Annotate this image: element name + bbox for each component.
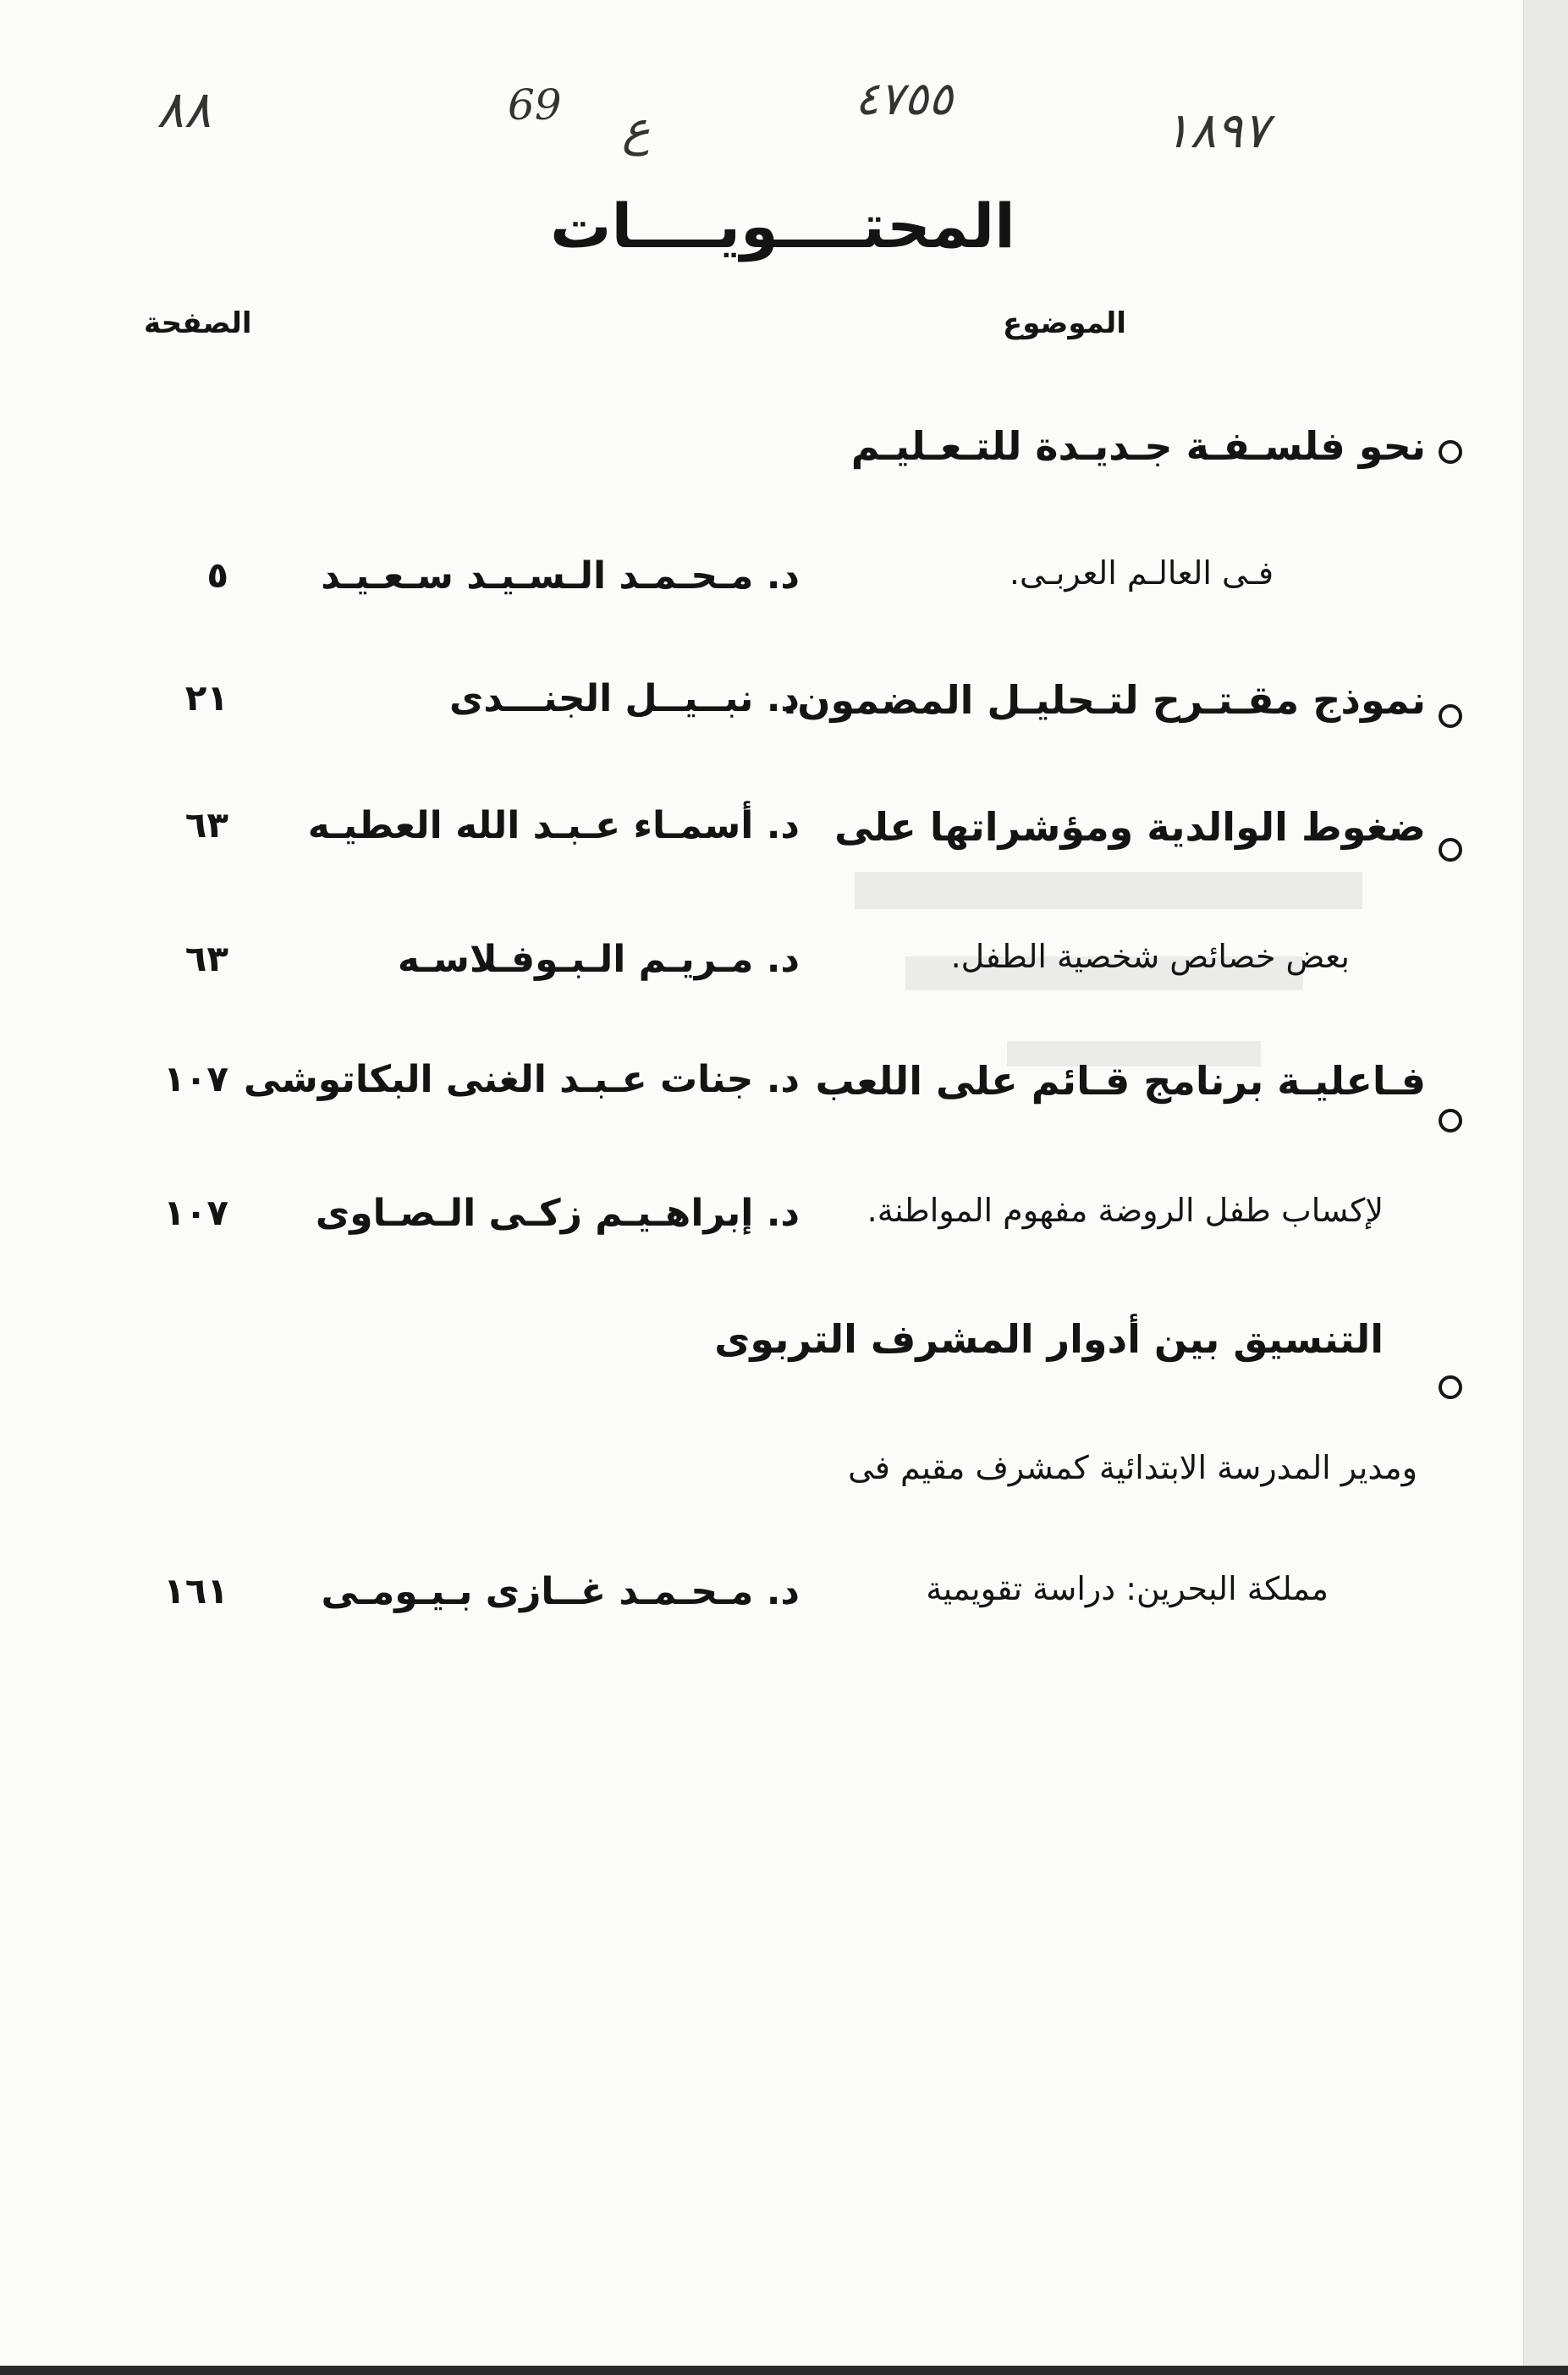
column-header-topic: الموضوع bbox=[1003, 306, 1126, 340]
toc-page-number: ٦٣ bbox=[184, 804, 228, 846]
handwritten-note: ٨٨ bbox=[157, 80, 212, 140]
bullet-circle bbox=[1439, 838, 1462, 862]
toc-title: فـاعليـة برنامج قـائم على اللعب bbox=[815, 1058, 1426, 1104]
toc-title: التنسيق بين أدوار المشرف التربوى bbox=[714, 1316, 1384, 1362]
bullet-circle bbox=[1439, 440, 1462, 464]
toc-author: د. جنات عـبـد الغنى البكاتوشى bbox=[244, 1058, 800, 1101]
toc-author: د. نبــيــل الجنـــدى bbox=[449, 677, 800, 720]
bullet-circle bbox=[1439, 704, 1462, 728]
toc-page-number: ١٠٧ bbox=[163, 1192, 228, 1233]
toc-author: د. مـحـمـد الـسـيـد سـعـيـد bbox=[321, 554, 800, 598]
toc-title: لإكساب طفل الروضة مفهوم المواطنة. bbox=[867, 1192, 1384, 1229]
toc-page-number: ٥ bbox=[206, 554, 228, 596]
toc-author: د. مـحـمـد غــازى بـيـومـى bbox=[321, 1570, 800, 1613]
toc-title: مملكة البحرين: دراسة تقويمية bbox=[926, 1570, 1329, 1607]
handwritten-note: ١٨٩٧ bbox=[1164, 102, 1269, 159]
toc-title: بعض خصائص شخصية الطفل. bbox=[950, 938, 1350, 975]
toc-page-number: ٢١ bbox=[184, 677, 228, 719]
toc-title: ضغوط الوالدية ومؤشراتها على bbox=[834, 804, 1426, 850]
toc-title: نحو فلسـفـة جـديـدة للتـعـليـم bbox=[850, 423, 1426, 469]
handwritten-note: ٤٧٥٥ bbox=[855, 72, 954, 125]
toc-author: د. أسمـاء عـبـد الله العطيـه bbox=[307, 804, 800, 847]
scan-edge bbox=[0, 2366, 1568, 2375]
toc-page-number: ١٠٧ bbox=[163, 1058, 228, 1099]
toc-title: نموذج مقـتـرح لتـحليـل المضمون. bbox=[782, 677, 1426, 723]
handwritten-note: 69 bbox=[508, 80, 562, 129]
column-header-page: الصفحة bbox=[144, 306, 252, 340]
toc-title: ومدير المدرسة الابتدائية كمشرف مقيم فى bbox=[848, 1449, 1417, 1486]
toc-author: د. إبراهـيـم زكـى الـصـاوى bbox=[315, 1192, 800, 1235]
toc-author: د. مـريـم الـبـوفـلاسـه bbox=[397, 938, 800, 981]
bullet-circle bbox=[1439, 1109, 1462, 1132]
toc-page-number: ١٦١ bbox=[163, 1570, 228, 1612]
page-title: المحتــــويــــات bbox=[550, 190, 1015, 262]
toc-title: فـى العالـم العربـى. bbox=[1009, 554, 1274, 592]
toc-page-number: ٦٣ bbox=[184, 938, 228, 979]
handwritten-note: ع bbox=[622, 102, 651, 157]
bullet-circle bbox=[1439, 1375, 1462, 1399]
